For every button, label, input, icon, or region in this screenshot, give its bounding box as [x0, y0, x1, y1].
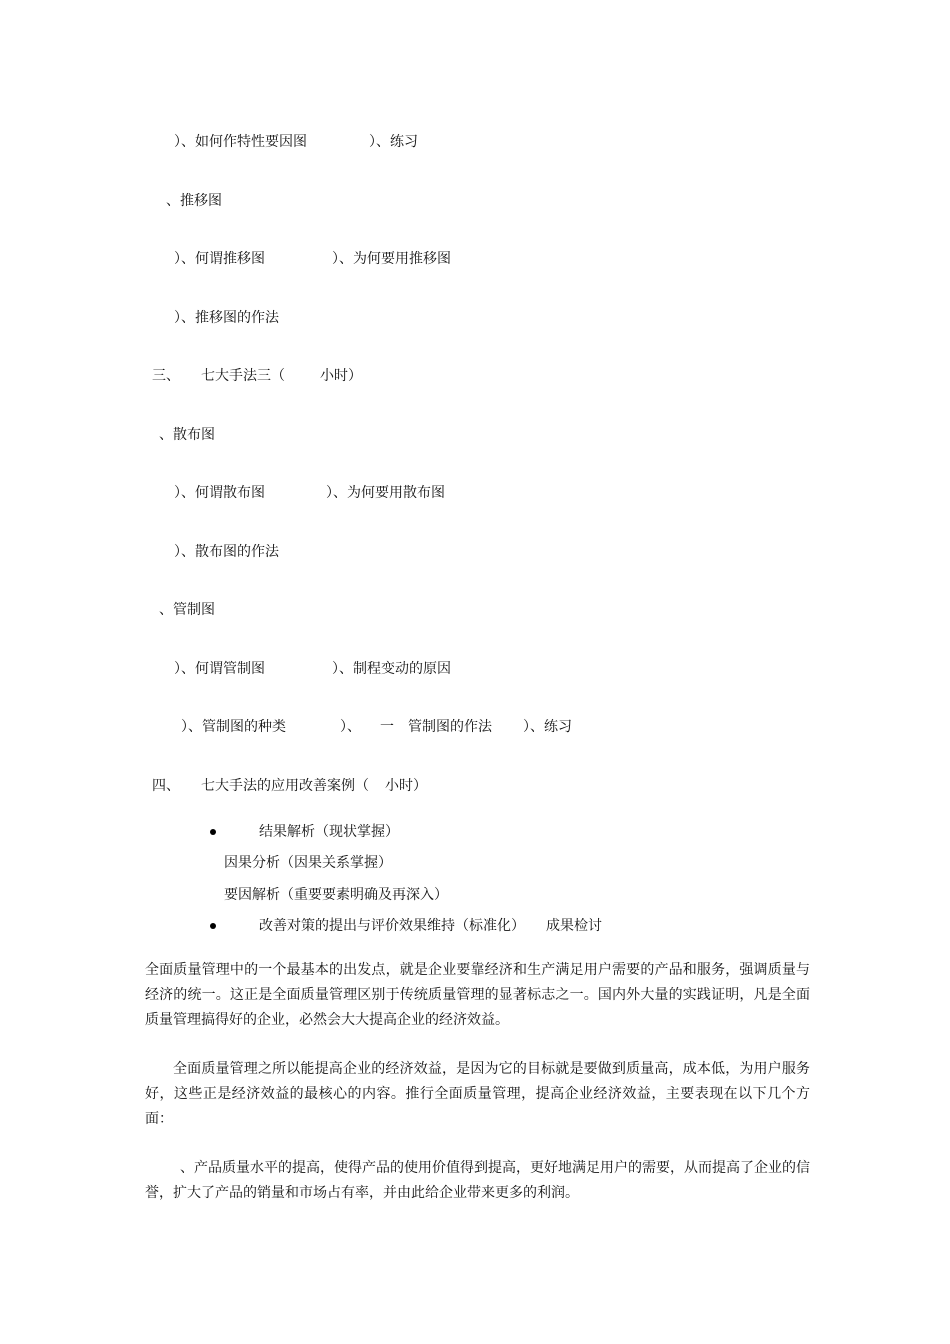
case-step-factor-analysis: 要因解析（重要要素明确及再深入）	[224, 887, 448, 903]
outline-heading-scatter: 、散布图	[159, 427, 215, 443]
outline-item-dash: 一	[380, 719, 394, 735]
case-step-cause-analysis: 因果分析（因果关系掌握）	[224, 855, 392, 871]
outline-item-fishbone-how: ）、如何作特性要因图	[174, 134, 307, 150]
section-title-four: 七大手法的应用改善案例（	[201, 778, 369, 794]
outline-item-control-what: ）、何谓管制图	[174, 661, 265, 677]
outline-item-scatter-what: ）、何谓散布图	[174, 485, 265, 501]
section-number-four: 四、	[152, 778, 180, 794]
outline-heading-control-chart: 、管制图	[159, 602, 215, 618]
bullet-icon	[210, 923, 216, 929]
outline-item-exercise: ）、练习	[369, 134, 418, 150]
bullet-icon	[210, 829, 216, 835]
case-step-improvement: 改善对策的提出与评价效果维持（标准化）	[259, 918, 525, 934]
outline-heading-trend-chart: 、推移图	[166, 193, 222, 209]
paragraph-tqm-principle: 全面质量管理中的一个最基本的出发点，就是企业要靠经济和生产满足用户需要的产品和服务，强调质量与经济的统一。这正是全面质量管理区别于传统质量管理的显著标志之一。国内外大量的实践证明，凡是全面质量管理搞得好的企业，必然会大大提高企业的经济效益。	[145, 962, 810, 1028]
outline-item-trend-what: ）、何谓推移图	[174, 251, 265, 267]
case-step-result-analysis: 结果解析（现状掌握）	[259, 824, 399, 840]
outline-item-control-types: ）、管制图的种类	[181, 719, 286, 735]
case-step-review: 成果检讨	[546, 918, 602, 934]
outline-item-trend-why: ）、为何要用推移图	[332, 251, 451, 267]
outline-item-exercise-2: ）、练习	[523, 719, 572, 735]
outline-item-control-how: 管制图的作法	[408, 719, 492, 735]
section-number-three: 三、	[152, 368, 180, 384]
paragraph-quality-improvement: 、产品质量水平的提高，使得产品的使用价值得到提高，更好地满足用户的需要，从而提高了企业的信誉，扩大了产品的销量和市场占有率，并由此给企业带来更多的利润。	[145, 1160, 810, 1201]
outline-item-trend-how: ）、推移图的作法	[174, 310, 279, 326]
section-hours-three: 小时）	[320, 368, 362, 384]
outline-item-variation-causes: ）、制程变动的原因	[332, 661, 451, 677]
outline-item-scatter-how: ）、散布图的作法	[174, 544, 279, 560]
outline-item-scatter-why: ）、为何要用散布图	[326, 485, 445, 501]
section-title-three: 七大手法三（	[201, 368, 285, 384]
outline-item-separator: ）、	[340, 719, 361, 735]
paragraph-tqm-benefits: 全面质量管理之所以能提高企业的经济效益，是因为它的目标就是要做到质量高，成本低，为用户服务好，这些正是经济效益的最核心的内容。推行全面质量管理，提高企业经济效益，主要表现在以下几个方面：	[145, 1061, 810, 1127]
section-hours-four: 小时）	[385, 778, 427, 794]
